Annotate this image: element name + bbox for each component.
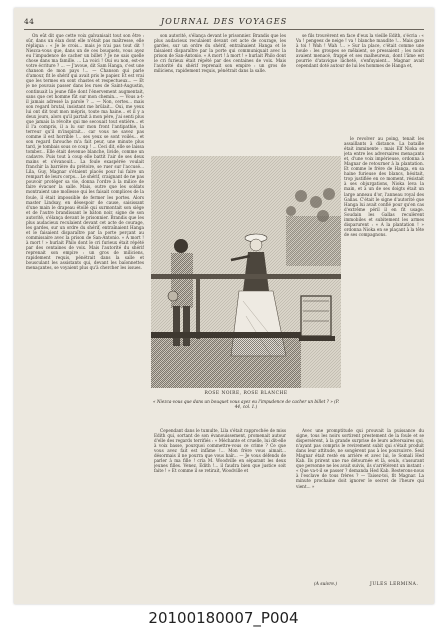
engraving-illustration	[151, 156, 341, 388]
paragraph: On eût dit que cette voix galvanisait tout son être : sûr, dans un élan dont elle n'était pas maîtresse, elle répliqua : « Je le crois... mais je n'ai pas tout dit ! Niezca-vous que, dans un de ces bouquets, vous ayez eu l'impudence de cacher un billet ? Je ne sais quelle chose dans ma famille. ... La voici ! Oui ou non, est-ce votre écriture ? ... — J'avoue, dit Sam Hanga, c'est une chanson de mon pays !... — Chanson qui parle d'amour, fit le shérif qui avait pris le papier. Et est vrai que les termes en sont chastes et respectueux... — Et je ne pouvais passer dans les rues de Saint-Augustin, continuait la jeune fille dont l'énervement augmentait, sans que cet homme fût sur mon chemin... — Vous a-t-il jamais adressé la parole ? ... — Non, certes... mais son regard brutal, insistant me brûlait... Oui, me yeux lui ont dit tout mon mépris, toute ma haine... et il y a deux jours, alors qu'il partait à mon père, j'ai senti plus que jamais la révolte qui me secouait tout entière... et il l'a compris, il a lu sur mon front l'antipathie, la terreur qu'il m'inspirait... car vous ne savez pas comme il est horrible !... ses yeux se sont voilés... et son regard farouche m'a fait peur, une minute plus tard, je tombais sous ce coup ! ... Ceci dit, elle se laissa tomber... Elle était devenue blanche, livide, comme un cadavre. Puis tout à coup elle battit l'air de ses deux mains et s'évanouit... La foule exaspérée voulait franchir la barrière du prétoire, se ruer sur l'accusé... Lila, Guy, Magnar s'étaient placés pour lui faire un rempart de leurs corps... Le shérif, craignant de ne pas pouvoir protéger sa vie, donna l'ordre à la milice de faire évacuer la salle. Mais, outre que les soldats montraient une mollesse qui les faisait complices de la foule, il était impossible de fermer les portes. Alors master Lindsay, en désespoir de cause, saisissant d'une main le drapeau étoilé qui surmontait son siège et de l'autre brandissant le bâton noir, signe de son autorité, s'élança devant le prisonnier. Brandis que les plus audacieux reculaient devant cet acte de courage, les gardes, sur un ordre du shérif, entraînaient Hanga et le faisaient disparaître par la porte perçant au commissaire avec la prison de San-Antonio. « A mort ! à mort ! » hurlait Philo dont le cri furieux était répété par des centaines de voix. Mais l'autorité du shérif reprenait son empire : un gros de miliciens, rapidement requis, pénétrait dans la salle et bousculant les assistants qui, devant les baïonnettes menaçantes, se voyaient plus qu'à chercher les issues.	[26, 33, 144, 271]
page-number: 44	[24, 16, 35, 26]
paragraph: se fils trouvèrent en face d'eux la vieille Edith, s'écria : « Va ! pengeez de neige ! va ! blanche maudite !... Mais gare à toi ! Wah ! Wah !... » Sur la place, c'était comme une houle : les groupes se mêlaient, se pressaient ; les noirs avaient menacé, frappé et ses malheureux, dont l'âme est pourrie d'atavique lâcheté, s'enfuyaient... Magnar avait cependant doté autour de lui les hommes de Hanga et,	[296, 33, 424, 69]
text-column-middle-top	[154, 33, 286, 153]
paragraph: le revolver au poing, tenait les assaillants à distance. La bataille était imminente : mais Elf Nioka se jeta entre les adversaires menaçants et, d'une voix impérieuse, ordonna à Magnar de retourner à la plantation. Et comme le frère de Hanga, en sa haine furieuse des blancs, hésitait, trop justifiée en ce moment, résistait à ses objurgations, Nioka leva la main, et à un de ses doigts était un large anneau d'or, l'anneau royal des Gallas. C'était le signe d'autorité que Hanga lui avait confié pour qu'en cas d'extrême péril il en fit usage. Soudain les Gallas reculèrent immobiles et subitement les armes disparurent : « A la plantation ! » ordonna Nioka en se plaçant à la tête de ses compagnons.	[344, 136, 424, 237]
to-be-continued: (A suivre.)	[314, 582, 338, 587]
illustration-caption: « Niezca-vous que dans un bouquet vous ayez eu l'impudence de cacher un billet ? » (P. 44, col. 1.)	[152, 399, 340, 409]
scan-label: 20100180007_P004	[148, 609, 299, 627]
journal-title: JOURNAL DES VOYAGES	[160, 16, 288, 26]
paragraph: Avec une promptitude qui prouvait la puissance du signe, tous les noirs sortirent prestement de la foule et se dispersèrent, à la grande surprise de leurs adversaires qui, n'ayant pas compris le revirement subit qui s'était produit dans leur attitude, ne songèrent pas à les poursuivre. Seul Magnar était resté en arrière et avec lui, le Somali Hed Kab. Ils prirent une rue détournée et là, seuls, s'assurant que personne ne les avait suivis, ils s'arrêtèrent un instant : « Que va-t-il se passer ? demanda Hed Kab. Resterons-nous à l'esclave de tous frères ? — Taisez-toi, fit Magnar. La minute prochaine doit ignorer le secret de l'heure qui vient... »	[296, 428, 424, 489]
courtroom-scene-image	[151, 156, 341, 388]
text-column-right-bottom	[296, 428, 424, 578]
illustration-title: ROSE NOIRE, ROSE BLANCHE	[204, 391, 288, 396]
text-column-right-narrow	[344, 136, 424, 398]
text-column-middle-bottom	[154, 428, 286, 598]
text-column-left	[26, 33, 144, 573]
paragraph: Cependant dans le tumulte, Lila s'était rapprochée de miss Edith qui, sortant de son évanouissement, promenait autour d'elle des regards terrifiés : « Méchante et cruelle, lui dit-elle à voix basse, pourquoi commettre-vous ce crime ? Ce que vous avez fait est infâme !... Mon frère vous aimait... désormais il ne pourra que vous haïr... — Je vous défends de parler à ma fille ! cria M. Woodville en séparant les deux jeunes filles. Venez, Edith !... il faudra bien que justice soit faite ! » Et comme il se retirait, Woodville et	[154, 428, 286, 474]
header-rule	[24, 29, 424, 30]
paragraph: son autorité, s'élança devant le prisonnier. Brandis que les plus audacieux reculaient devant cet acte de courage, les gardes, sur un ordre du shérif, entraînaient Hanga et le faisaient disparaître par la porte qui communiquait avec la prison de San-Antonio. « A mort ! à mort ! » hurlait Philo dont le cri furieux était répété par des centaines de voix. Mais l'autorité du shérif reprenait son empire : un gros de miliciens, rapidement requis, pénétrait dans la salle.	[154, 33, 286, 74]
page-header	[24, 14, 424, 28]
author-signature: JULES LERMINA.	[370, 582, 419, 587]
journal-page	[14, 8, 434, 604]
text-column-right-top	[296, 33, 424, 133]
